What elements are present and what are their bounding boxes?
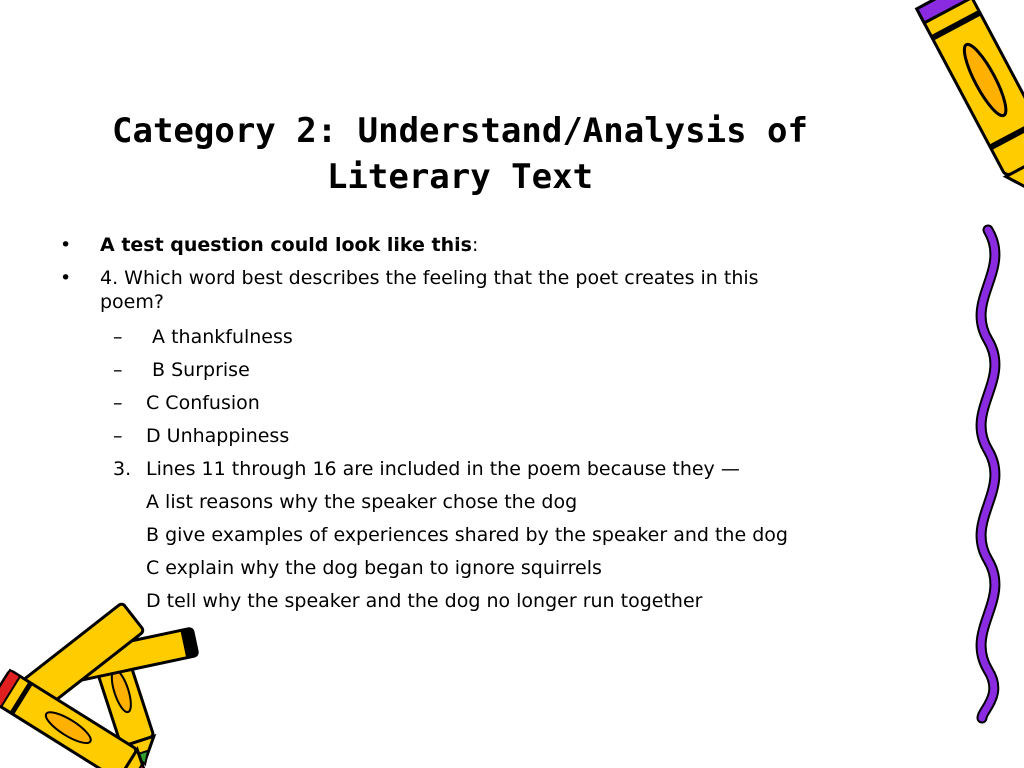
title-line-1: Category 2: Understand/Analysis of	[112, 111, 808, 151]
answer-item: A list reasons why the speaker chose the dog	[146, 491, 578, 513]
page-title	[60, 108, 860, 200]
dash-marker: –	[113, 392, 123, 414]
question-4-line-2: poem?	[100, 291, 164, 313]
option-item: B Surprise	[146, 359, 250, 381]
dash-marker: –	[113, 425, 123, 447]
option-item: C Confusion	[146, 392, 260, 414]
option-item: D Unhappiness	[146, 425, 290, 447]
bullet-marker: •	[60, 267, 72, 289]
crayon-pair-icon	[0, 615, 210, 765]
answer-item: D tell why the speaker and the dog no longer run together	[146, 590, 703, 612]
bullet-bold-text: A test question could look like this	[100, 234, 472, 256]
dash-marker: –	[113, 359, 123, 381]
bullet-text: :	[471, 234, 479, 256]
crayon-icon	[860, 0, 1000, 245]
option-item: A thankfulness	[146, 326, 293, 348]
question-4-line-1: 4. Which word best describes the feeling that the poet creates in this	[100, 267, 759, 289]
bullet-marker: •	[60, 234, 72, 256]
question-3-number: 3.	[113, 458, 132, 480]
dash-marker: –	[113, 326, 123, 348]
title-line-2: Literary Text	[326, 157, 594, 197]
question-3-text: Lines 11 through 16 are included in the poem because they —	[146, 458, 740, 480]
bullet-item	[100, 233, 478, 257]
answer-item: B give examples of experiences shared by the speaker and the dog	[146, 524, 788, 546]
answer-item: C explain why the dog began to ignore squirrels	[146, 557, 602, 579]
wavy-border-icon	[960, 230, 1010, 720]
